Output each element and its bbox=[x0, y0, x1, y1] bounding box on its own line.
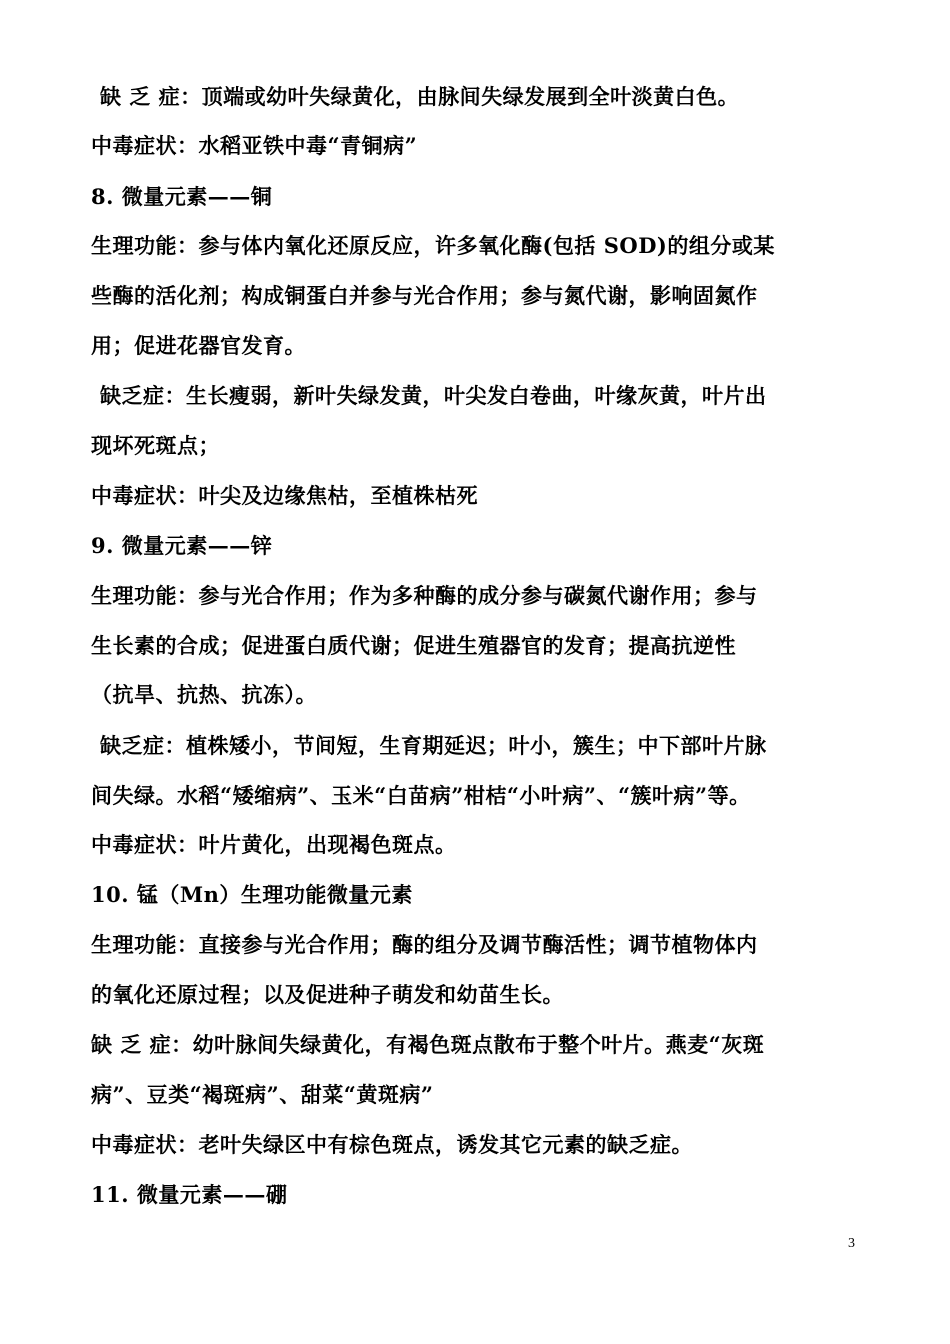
text-line: 的氧化还原过程；以及促进种子萌发和幼苗生长。 bbox=[91, 982, 564, 1007]
text-line: 缺 乏 症：幼叶脉间失绿黄化，有褐色斑点散布于整个叶片。燕麦“灰斑 bbox=[91, 1032, 765, 1057]
text-line: 生理功能：直接参与光合作用；酶的组分及调节酶活性；调节植物体内 bbox=[91, 932, 758, 957]
text-line: 生理功能：参与光合作用；作为多种酶的成分参与碳氮代谢作用；参与 bbox=[91, 583, 758, 608]
text-line: （抗旱、抗热、抗冻）。 bbox=[91, 682, 317, 707]
text-line: 缺 乏 症：顶端或幼叶失绿黄化，由脉间失绿发展到全叶淡黄白色。 bbox=[100, 84, 740, 109]
section-heading: 10. 锰（Mn）生理功能微量元素 bbox=[91, 882, 413, 907]
section-heading: 8. 微量元素——铜 bbox=[91, 184, 273, 209]
text-line: 生理功能：参与体内氧化还原反应，许多氧化酶(包括 SOD)的组分或某 bbox=[91, 233, 775, 258]
text-line: 中毒症状：叶尖及边缘焦枯，至植株枯死 bbox=[91, 483, 478, 508]
page-number: 3 bbox=[848, 1236, 855, 1251]
text-line: 缺乏症：生长瘦弱，新叶失绿发黄，叶尖发白卷曲，叶缘灰黄，叶片出 bbox=[100, 383, 767, 408]
section-heading: 9. 微量元素——锌 bbox=[91, 533, 273, 558]
text-line: 现坏死斑点； bbox=[91, 433, 220, 458]
text-line: 中毒症状：水稻亚铁中毒“青铜病” bbox=[91, 133, 418, 158]
text-line: 间失绿。水稻“矮缩病”、玉米“白苗病”柑桔“小叶病”、“簇叶病”等。 bbox=[91, 783, 751, 808]
text-line: 生长素的合成；促进蛋白质代谢；促进生殖器官的发育；提高抗逆性 bbox=[91, 633, 736, 658]
section-heading: 11. 微量元素——硼 bbox=[91, 1182, 288, 1207]
text-line: 缺乏症：植株矮小，节间短，生育期延迟；叶小，簇生；中下部叶片脉 bbox=[100, 733, 767, 758]
text-line: 些酶的活化剂；构成铜蛋白并参与光合作用；参与氮代谢，影响固氮作 bbox=[91, 283, 758, 308]
text-line: 病”、豆类“褐斑病”、甜菜“黄斑病” bbox=[91, 1082, 434, 1107]
text-line: 中毒症状：老叶失绿区中有棕色斑点，诱发其它元素的缺乏症。 bbox=[91, 1132, 693, 1157]
text-line: 用；促进花器官发育。 bbox=[91, 333, 306, 358]
text-line: 中毒症状：叶片黄化，出现褐色斑点。 bbox=[91, 832, 457, 857]
